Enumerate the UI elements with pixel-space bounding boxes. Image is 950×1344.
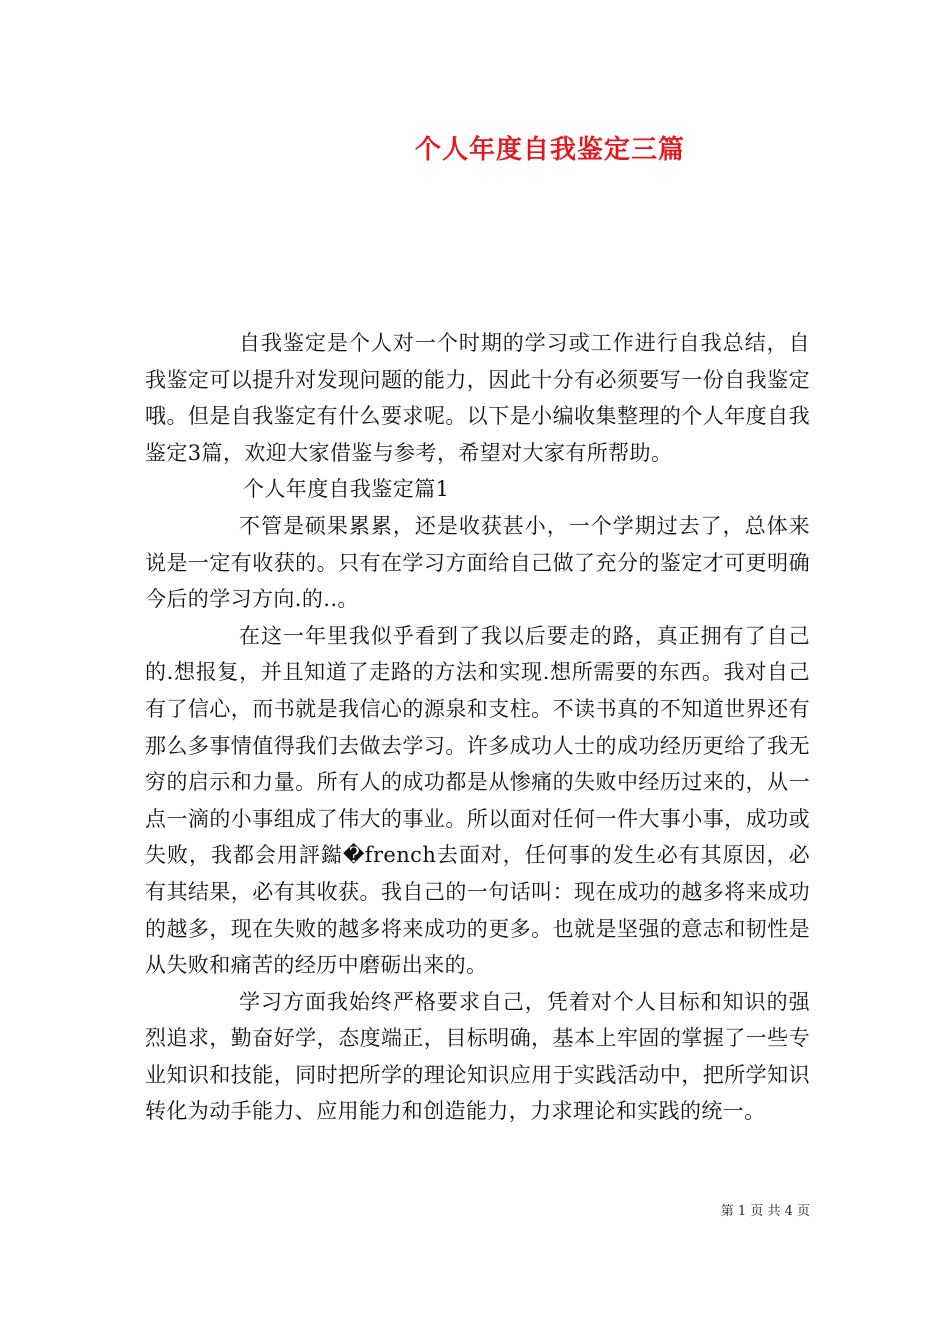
page-number: 第 1 页 共 4 页 [720,1204,810,1219]
body-paragraph: 在这一年里我似乎看到了我以后要走的路，真正拥有了自己的.想报复，并且知道了走路的方法和实现.想所需要的东西。我对自己有了信心，而书就是我信心的源泉和支柱。不读书真的不知道世界还有那么多事情值得我们去做去学习。许多成功人士的成功经历更给了我无穷的启示和力量。所有人的成功都是从惨痛的失败中经历过来的，从一点一滴的小事组成了伟大的事业。所以面对任何一件大事小事，成功或失败，我都会用評鐑�french去面对，任何事的发生必有其原因，必有其结果，必有其收获。我自己的一句话叫：现在成功的越多将来成功的越多，现在失败的越多将来成功的更多。也就是坚强的意志和韧性是从失败和痛苦的经历中磨砺出来的。 [145,623,810,978]
section-heading: 个人年度自我鉴定篇1 [243,477,450,502]
document-body [145,325,810,1130]
body-paragraph: 学习方面我始终严格要求自己，凭着对个人目标和知识的强烈追求，勤奋好学，态度端正，目标明确，基本上牢固的掌握了一些专业知识和技能，同时把所学的理论知识应用于实践活动中，把所学知识转化为动手能力、应用能力和创造能力，力求理论和实践的统一。 [145,989,810,1124]
intro-paragraph: 自我鉴定是个人对一个时期的学习或工作进行自我总结，自我鉴定可以提升对发现问题的能力，因此十分有必须要写一份自我鉴定哦。但是自我鉴定有什么要求呢。以下是小编收集整理的个人年度自我鉴定3篇，欢迎大家借鉴与参考，希望对大家有所帮助。 [145,331,810,465]
body-paragraph: 不管是硕果累累，还是收获甚小，一个学期过去了，总体来说是一定有收获的。只有在学习方面给自己做了充分的鉴定才可更明确今后的学习方向.的..。 [145,513,810,612]
document-title: 个人年度自我鉴定三篇 [414,135,685,165]
